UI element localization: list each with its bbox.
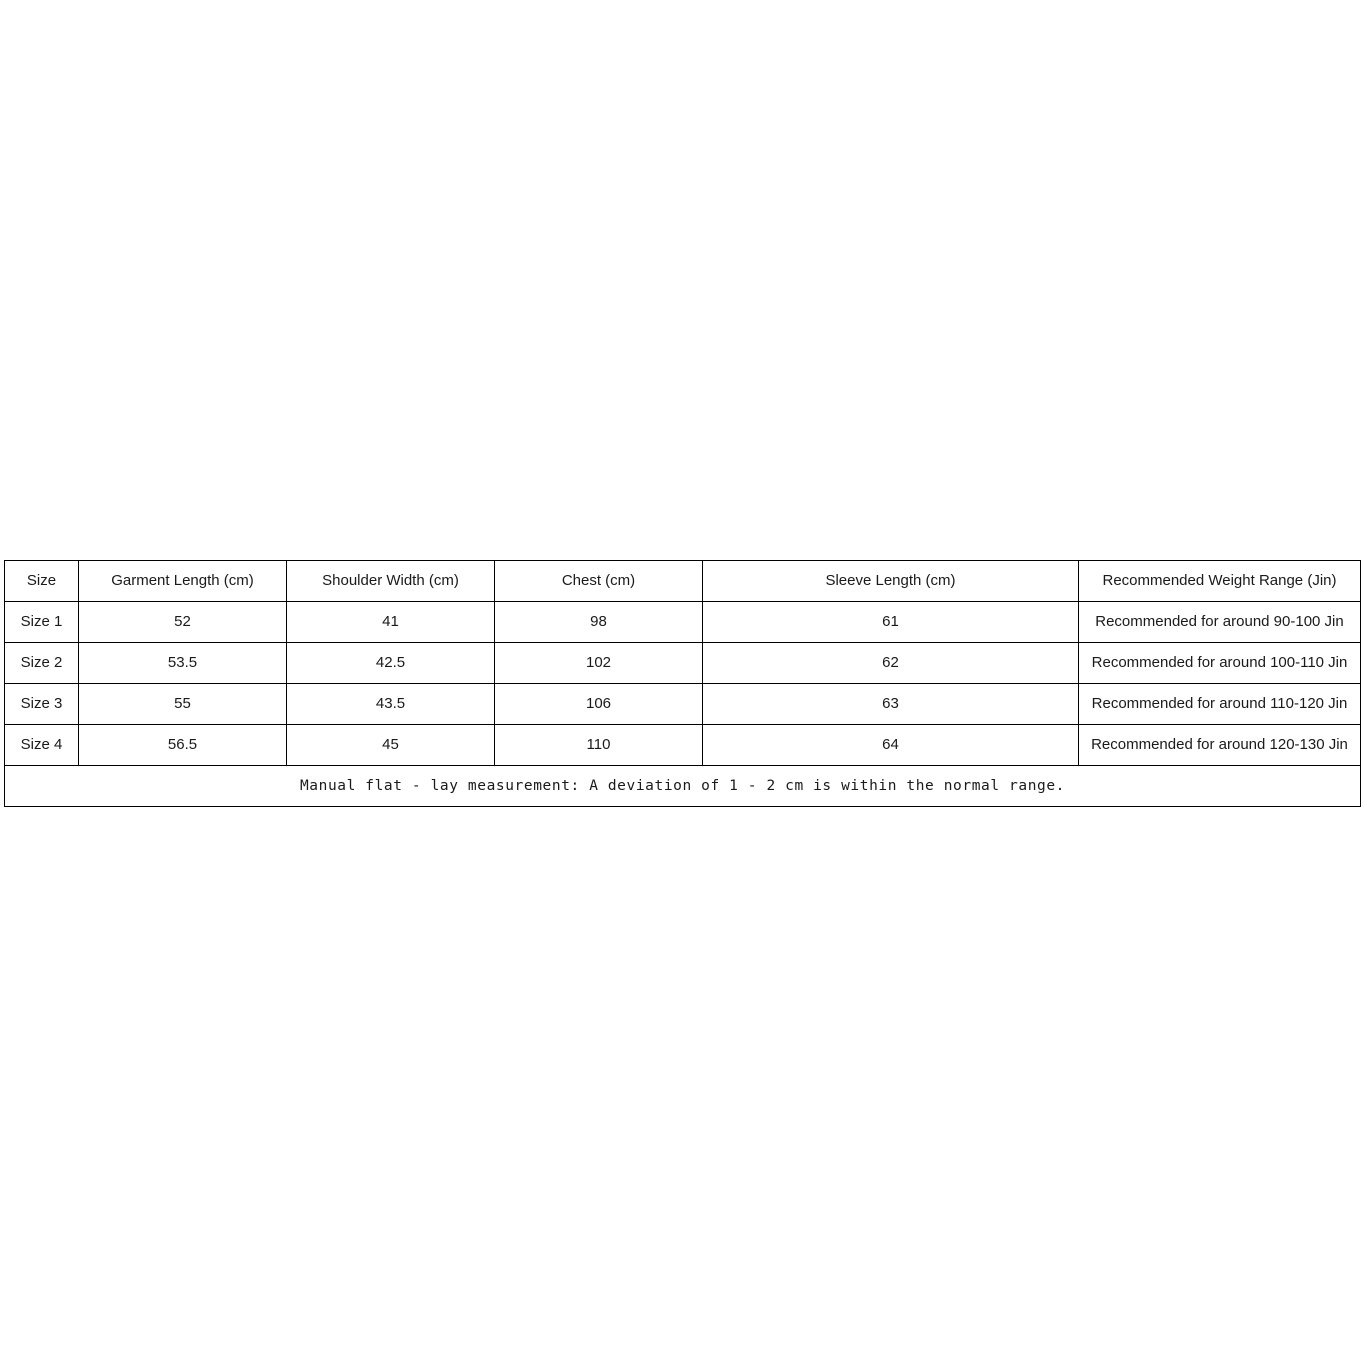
cell-chest: 98 xyxy=(495,602,703,643)
cell-chest: 106 xyxy=(495,684,703,725)
cell-garment-length: 52 xyxy=(79,602,287,643)
cell-weight-range: Recommended for around 110-120 Jin xyxy=(1079,684,1361,725)
cell-size: Size 3 xyxy=(5,684,79,725)
column-header-weight-range: Recommended Weight Range (Jin) xyxy=(1079,561,1361,602)
cell-sleeve-length: 63 xyxy=(703,684,1079,725)
column-header-size: Size xyxy=(5,561,79,602)
column-header-garment-length: Garment Length (cm) xyxy=(79,561,287,602)
cell-chest: 110 xyxy=(495,725,703,766)
cell-garment-length: 53.5 xyxy=(79,643,287,684)
cell-size: Size 2 xyxy=(5,643,79,684)
column-header-chest: Chest (cm) xyxy=(495,561,703,602)
table-row xyxy=(5,643,1361,684)
cell-sleeve-length: 61 xyxy=(703,602,1079,643)
table-note-row xyxy=(5,766,1361,807)
cell-shoulder-width: 43.5 xyxy=(287,684,495,725)
cell-sleeve-length: 64 xyxy=(703,725,1079,766)
table-row xyxy=(5,725,1361,766)
column-header-sleeve-length: Sleeve Length (cm) xyxy=(703,561,1079,602)
cell-shoulder-width: 45 xyxy=(287,725,495,766)
cell-garment-length: 56.5 xyxy=(79,725,287,766)
table-header-row xyxy=(5,561,1361,602)
cell-chest: 102 xyxy=(495,643,703,684)
cell-weight-range: Recommended for around 100-110 Jin xyxy=(1079,643,1361,684)
cell-garment-length: 55 xyxy=(79,684,287,725)
cell-shoulder-width: 41 xyxy=(287,602,495,643)
table-row xyxy=(5,684,1361,725)
measurement-note: Manual flat - lay measurement: A deviation of 1 - 2 cm is within the normal range. xyxy=(5,766,1361,807)
column-header-shoulder-width: Shoulder Width (cm) xyxy=(287,561,495,602)
cell-size: Size 1 xyxy=(5,602,79,643)
table-row xyxy=(5,602,1361,643)
cell-weight-range: Recommended for around 120-130 Jin xyxy=(1079,725,1361,766)
cell-size: Size 4 xyxy=(5,725,79,766)
cell-sleeve-length: 62 xyxy=(703,643,1079,684)
size-chart-table xyxy=(4,560,1361,807)
size-chart-container xyxy=(4,560,1360,807)
cell-weight-range: Recommended for around 90-100 Jin xyxy=(1079,602,1361,643)
cell-shoulder-width: 42.5 xyxy=(287,643,495,684)
